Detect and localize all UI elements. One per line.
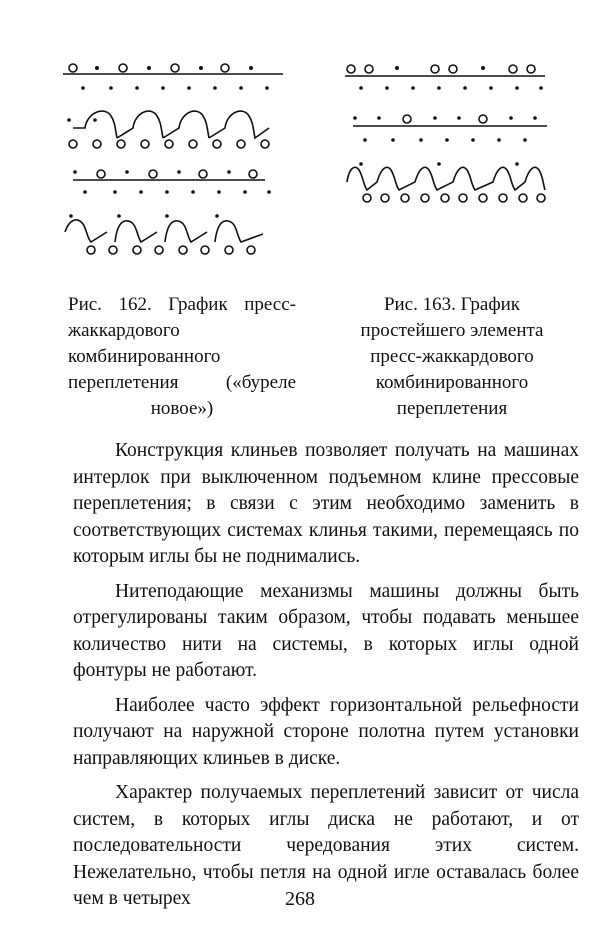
paragraph: Конструкция клиньев позволяет получать на машинах интерлок при выключенном подъемном клине прессовые переплетения; в связи с этим необходимо заменить в соответствующих системах клинья такими, перемещаясь по которым иглы бы не поднимались. bbox=[73, 440, 579, 567]
fig162-row-4 bbox=[65, 214, 263, 254]
paragraph: Нитеподающие механизмы машины должны быть отрегулированы таким образом, чтобы подавать меньшее количество нити на системы, в которых иглы одной фонтуры не работают. bbox=[73, 580, 579, 681]
figure-163-diagram bbox=[335, 52, 560, 212]
page-number: 268 bbox=[285, 888, 315, 910]
fig163-row-3 bbox=[347, 162, 545, 202]
figure-163-caption: Рис. 163. График простейшего элемента пресс-жаккардового комбинированного переплетения bbox=[360, 294, 544, 419]
paragraph: Характер получаемых переплетений зависит от числа систем, в которых иглы диска не работают, и от последовательности чередования этих систем. Нежелательно, чтобы петля на одной игле оставалась более чем в четырех bbox=[73, 782, 579, 909]
figure-162-diagram bbox=[55, 52, 295, 262]
fig163-row-1 bbox=[345, 65, 545, 90]
paragraph: Наиболее часто эффект горизонтальной рельефности получают на наружной стороне полотна путем установки направляющих клиньев в диске. bbox=[73, 694, 579, 769]
fig163-row-2 bbox=[353, 115, 547, 142]
fig162-row-2 bbox=[67, 111, 269, 148]
body-text bbox=[73, 438, 579, 921]
figure-162-caption: Рис. 162. График пресс-жаккардового комбинированного переплетения («буреле новое») bbox=[68, 294, 296, 419]
fig162-row-3 bbox=[73, 170, 271, 194]
fig162-row-1 bbox=[63, 64, 283, 90]
